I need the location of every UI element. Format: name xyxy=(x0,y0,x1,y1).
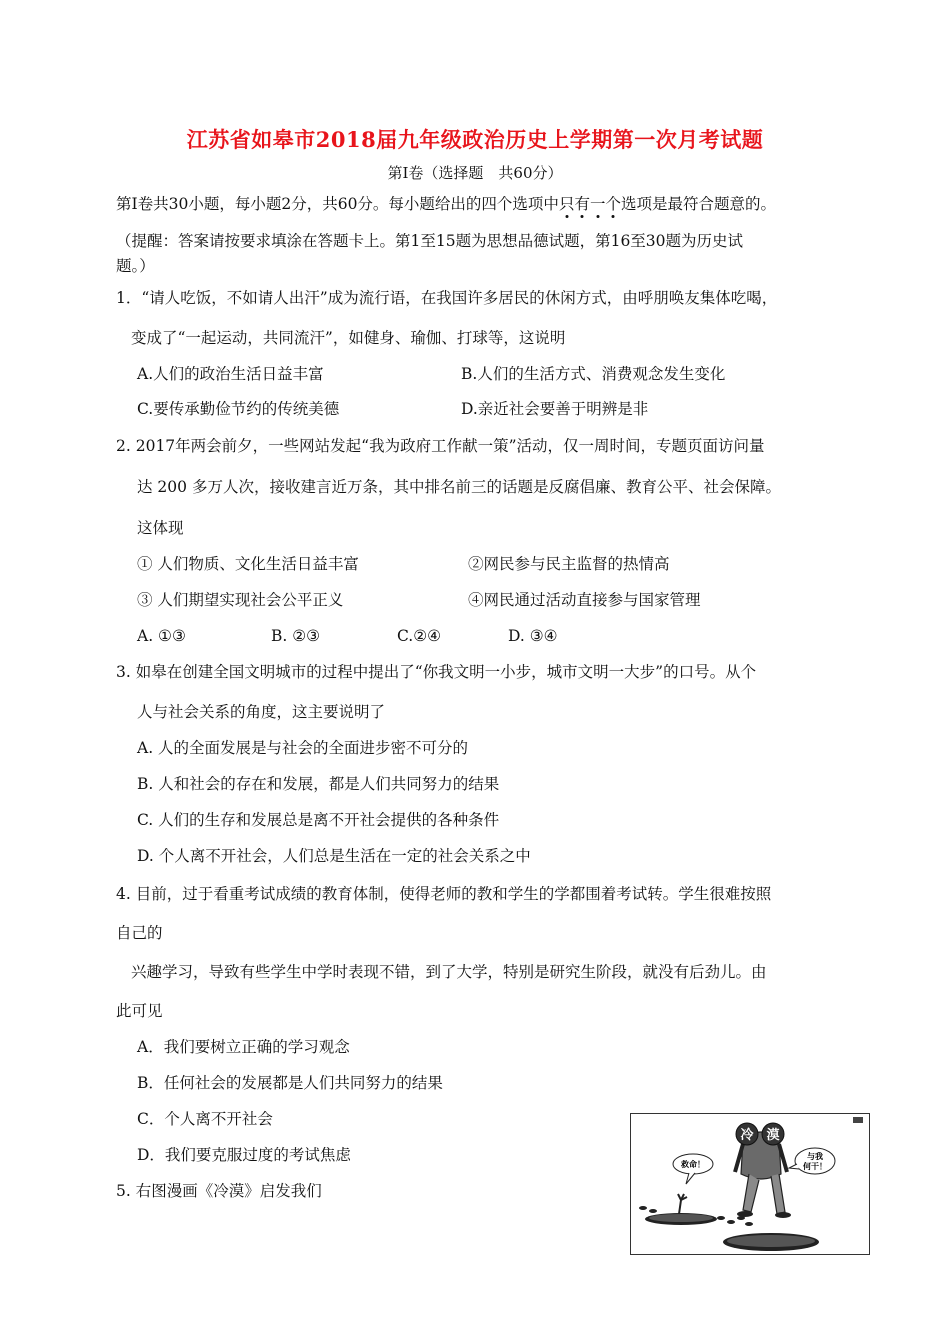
cartoon-illustration xyxy=(631,1114,869,1254)
question-3-option-b: B. 人和社会的存在和发展，都是人们共同努力的结果 xyxy=(137,775,500,793)
reminder-line: （提醒：答案请按要求填涂在答题卡上。第1至15题为思想品德试题，第16至30题为历史试 xyxy=(116,232,744,250)
question-3-option-c: C. 人们的生存和发展总是离不开社会提供的各种条件 xyxy=(137,811,500,829)
question-4-stem: 自己的 xyxy=(116,924,163,942)
cartoon-indifference-image xyxy=(630,1113,870,1255)
emphasis-char: 只 xyxy=(558,195,575,213)
question-2-statement-2: ②网民参与民主监督的热情高 xyxy=(468,555,670,573)
question-4-stem: 此可见 xyxy=(116,1002,163,1020)
question-1-stem: 1．“请人吃饭，不如请人出汗”成为流行语，在我国许多居民的休闲方式，由呼朋唤友集体吃喝， xyxy=(116,289,778,307)
question-1-option-c: C.要传承勤俭节约的传统美德 xyxy=(137,400,340,418)
question-3-option-d: D. 个人离不开社会，人们总是生活在一定的社会关系之中 xyxy=(137,847,531,865)
question-4-option-d: D．我们要克服过度的考试焦虑 xyxy=(137,1146,351,1164)
help-bubble-text: 救命！ xyxy=(681,1160,705,1169)
page-title: 江苏省如皋市2018届九年级政治历史上学期第一次月考试题 xyxy=(186,127,764,152)
intro-text: 选项是最符合题意的。 xyxy=(621,195,777,213)
question-3-option-a: A. 人的全面发展是与社会的全面进步密不可分的 xyxy=(137,739,469,757)
question-2-option-a: A. ①③ xyxy=(137,627,186,645)
reminder-line: 题。） xyxy=(116,257,155,275)
question-3-stem: 人与社会关系的角度，这主要说明了 xyxy=(137,703,386,721)
question-4-option-b: B．任何社会的发展都是人们共同努力的结果 xyxy=(137,1074,443,1092)
head-label-cold: 冷 xyxy=(740,1128,754,1143)
head-label-indifferent: 漠 xyxy=(766,1128,780,1143)
question-1-option-a: A.人们的政治生活日益丰富 xyxy=(137,365,324,383)
question-2-stem: 达 200 多万人次，接收建言近万条，其中排名前三的话题是反腐倡廉、教育公平、社会保障。 xyxy=(137,478,781,496)
question-2-option-c: C.②④ xyxy=(397,627,442,645)
question-1-stem: 变成了“一起运动，共同流汗”，如健身、瑜伽、打球等，这说明 xyxy=(131,329,566,347)
emphasis-char: 一 xyxy=(589,195,606,213)
indifference-bubble-text-line1: 与我 xyxy=(807,1152,823,1161)
question-4-stem: 兴趣学习，导致有些学生中学时表现不错，到了大学，特别是研究生阶段，就没有后劲儿。由 xyxy=(131,963,767,981)
question-3-stem: 3. 如皋在创建全国文明城市的过程中提出了“你我文明一小步，城市文明一大步”的口号。从个 xyxy=(116,663,757,681)
question-4-option-c: C．个人离不开社会 xyxy=(137,1110,273,1128)
reaching-hand xyxy=(678,1194,687,1214)
question-2-option-d: D. ③④ xyxy=(508,627,558,645)
question-1-option-b: B.人们的生活方式、消费观念发生变化 xyxy=(461,365,726,383)
question-2-statement-3: ③ 人们期望实现社会公平正义 xyxy=(137,591,344,609)
question-1-option-d: D.亲近社会要善于明辨是非 xyxy=(461,400,649,418)
question-5-stem: 5. 右图漫画《冷漠》启发我们 xyxy=(116,1182,322,1200)
emphasis-char: 个 xyxy=(605,195,621,213)
intro-line xyxy=(116,194,776,214)
question-2-stem: 2. 2017年两会前夕，一些网站发起“我为政府工作献一策”活动，仅一周时间，专题页面访问量 xyxy=(116,437,765,455)
cartoon-logo-mark xyxy=(853,1117,863,1123)
indifference-bubble-text-line2: 何干！ xyxy=(803,1162,827,1171)
question-2-option-b: B. ②③ xyxy=(271,627,321,645)
emphasis-char: 有 xyxy=(574,195,590,213)
question-2-stem: 这体现 xyxy=(137,519,184,537)
question-4-option-a: A．我们要树立正确的学习观念 xyxy=(137,1038,350,1056)
question-2-statement-1: ① 人们物质、文化生活日益丰富 xyxy=(137,555,359,573)
section-subtitle: 第Ⅰ卷（选择题 共60分） xyxy=(387,164,563,182)
intro-text: 第Ⅰ卷共30小题，每小题2分，共60分。每小题给出的四个选项中 xyxy=(116,195,559,213)
question-4-stem: 4. 目前，过于看重考试成绩的教育体制，使得老师的教和学生的学都围着考试转。学生很难按照 xyxy=(116,885,772,903)
question-2-statement-4: ④网民通过活动直接参与国家管理 xyxy=(468,591,701,609)
